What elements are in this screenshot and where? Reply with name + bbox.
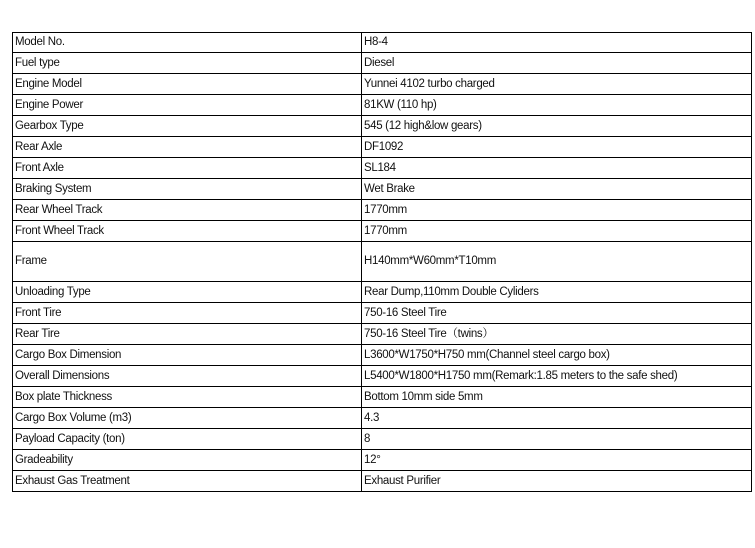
label-cell: Exhaust Gas Treatment [13,471,362,492]
value-cell: 8 [362,429,752,450]
value-cell: 12° [362,450,752,471]
value-cell: 1770mm [362,200,752,221]
label-cell: Front Axle [13,158,362,179]
label-cell: Cargo Box Dimension [13,345,362,366]
label-cell: Rear Axle [13,137,362,158]
label-cell: Payload Capacity (ton) [13,429,362,450]
table-row [13,242,752,282]
label-cell: Model No. [13,33,362,53]
table-row [13,366,752,387]
label-cell: Unloading Type [13,282,362,303]
table-row [13,345,752,366]
value-cell: Exhaust Purifier [362,471,752,492]
label-cell: Box plate Thickness [13,387,362,408]
table-row [13,450,752,471]
table-row [13,53,752,74]
value-cell: Diesel [362,53,752,74]
label-cell: Front Wheel Track [13,221,362,242]
label-cell: Rear Wheel Track [13,200,362,221]
label-cell: Front Tire [13,303,362,324]
table-row [13,324,752,345]
table-row [13,179,752,200]
label-cell: Fuel type [13,53,362,74]
table-row [13,33,752,53]
table-row [13,303,752,324]
label-cell: Cargo Box Volume (m3) [13,408,362,429]
value-cell: L3600*W1750*H750 mm(Channel steel cargo box) [362,345,752,366]
table-row [13,116,752,137]
label-cell: Braking System [13,179,362,200]
value-cell: Rear Dump,110mm Double Cyliders [362,282,752,303]
label-cell: Gradeability [13,450,362,471]
value-cell: L5400*W1800*H1750 mm(Remark:1.85 meters to the safe shed) [362,366,752,387]
table-row [13,471,752,492]
value-cell: H8-4 [362,33,752,53]
table-row [13,282,752,303]
value-cell: 545 (12 high&low gears) [362,116,752,137]
value-cell: SL184 [362,158,752,179]
table-row [13,95,752,116]
table-row [13,158,752,179]
label-cell: Rear Tire [13,324,362,345]
table-row [13,200,752,221]
table-row [13,137,752,158]
table-row [13,221,752,242]
value-cell: Yunnei 4102 turbo charged [362,74,752,95]
value-cell: 4.3 [362,408,752,429]
value-cell: 1770mm [362,221,752,242]
value-cell: 81KW (110 hp) [362,95,752,116]
value-cell: Wet Brake [362,179,752,200]
value-cell: Bottom 10mm side 5mm [362,387,752,408]
value-cell: 750-16 Steel Tire [362,303,752,324]
label-cell: Engine Power [13,95,362,116]
value-cell: H140mm*W60mm*T10mm [362,242,752,282]
value-cell: DF1092 [362,137,752,158]
label-cell: Engine Model [13,74,362,95]
label-cell: Frame [13,242,362,282]
label-cell: Overall Dimensions [13,366,362,387]
table-row [13,429,752,450]
spec-table [12,32,752,492]
table-row [13,387,752,408]
value-cell: 750-16 Steel Tire（twins） [362,324,752,345]
label-cell: Gearbox Type [13,116,362,137]
table-row [13,408,752,429]
table-row [13,74,752,95]
